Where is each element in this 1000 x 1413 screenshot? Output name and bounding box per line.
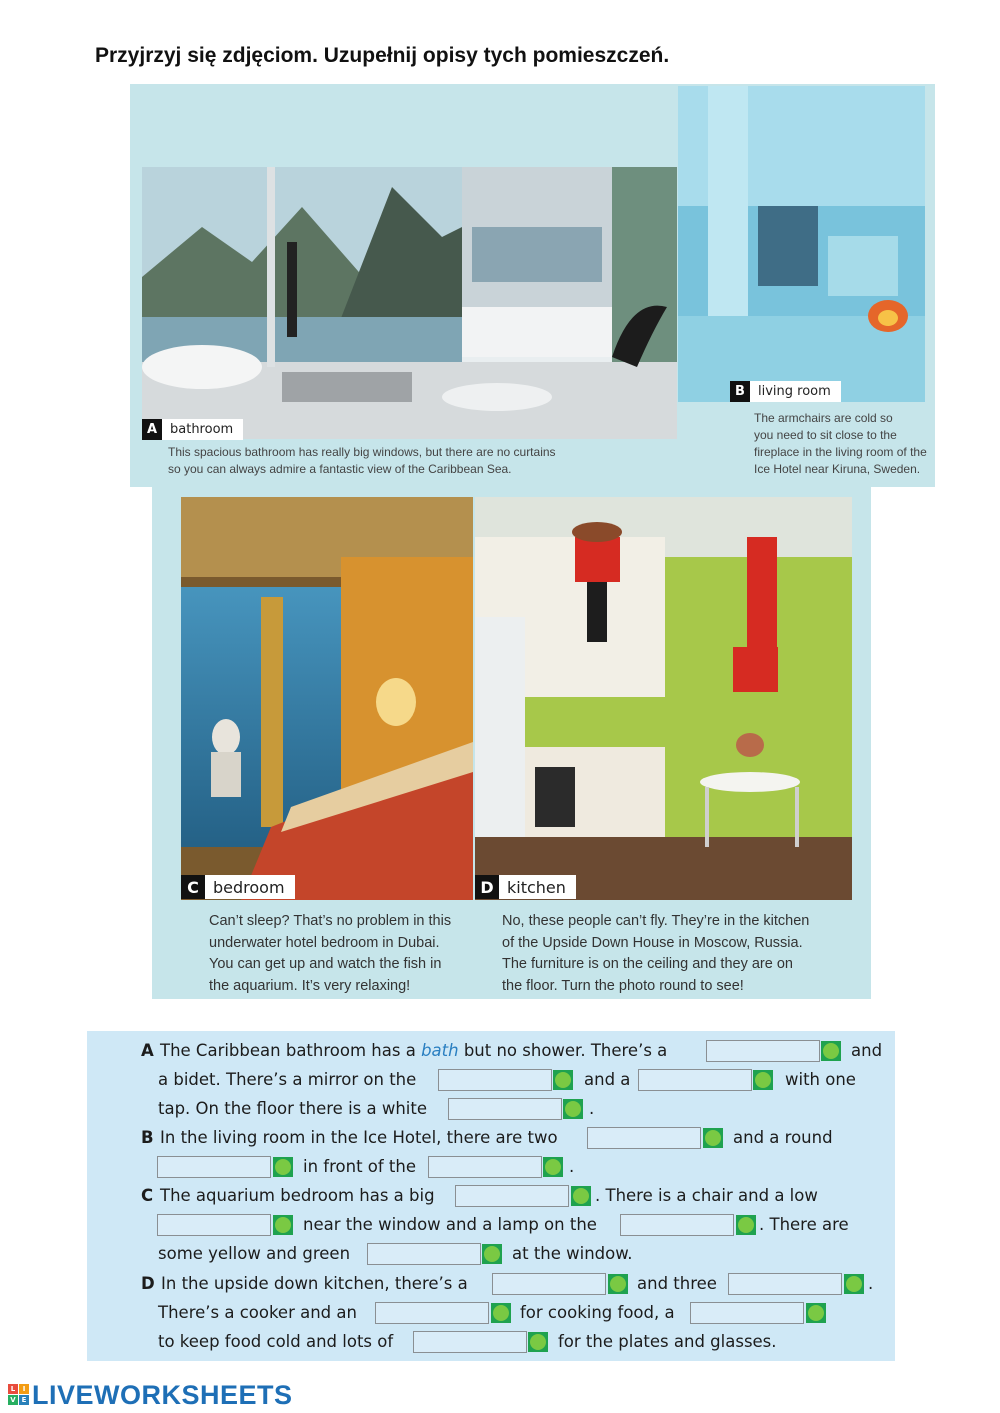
photo-a-room: bathroom	[170, 422, 234, 437]
exercise-text: with one	[785, 1070, 856, 1089]
answer-gap[interactable]	[367, 1243, 481, 1265]
exercise-panel	[87, 1031, 895, 1361]
exercise-text: for the plates and glasses.	[558, 1332, 777, 1351]
photo-b-caption: The armchairs are cold so you need to sit close to the fireplace in the living room of the Ice Hotel near Kiruna, Sweden.	[754, 411, 927, 476]
answer-gap[interactable]	[448, 1098, 562, 1120]
photo-b-room: living room	[758, 384, 831, 399]
exercise-text: .	[569, 1157, 575, 1176]
check-icon[interactable]	[753, 1070, 773, 1090]
exercise-text: The aquarium bedroom has a big	[160, 1186, 435, 1205]
check-icon[interactable]	[571, 1186, 591, 1206]
check-icon[interactable]	[491, 1303, 511, 1323]
photo-c-room: bedroom	[213, 877, 285, 897]
item-b-letter: B	[141, 1128, 154, 1147]
liveworksheets-logo[interactable]	[8, 1381, 293, 1409]
answer-gap[interactable]	[157, 1214, 271, 1236]
exercise-text: for cooking food, a	[520, 1303, 675, 1322]
bathroom-photo	[142, 167, 677, 439]
exercise-text: .	[868, 1274, 874, 1293]
exercise-text: to keep food cold and lots of	[158, 1332, 394, 1351]
check-icon[interactable]	[273, 1215, 293, 1235]
answer-gap[interactable]	[690, 1302, 804, 1324]
exercise-text: in front of the	[303, 1157, 417, 1176]
answer-gap[interactable]	[413, 1331, 527, 1353]
example-answer: bath	[421, 1041, 459, 1060]
answer-gap[interactable]	[587, 1127, 701, 1149]
check-icon[interactable]	[844, 1274, 864, 1294]
exercise-text: and a round	[733, 1128, 833, 1147]
photo-d-room: kitchen	[507, 877, 566, 897]
check-icon[interactable]	[553, 1070, 573, 1090]
exercise-text: and a	[584, 1070, 631, 1089]
photo-a-tag	[142, 419, 243, 440]
photo-b-tag	[730, 381, 841, 402]
exercise-text: a bidet. There’s a mirror on the	[158, 1070, 417, 1089]
answer-gap[interactable]	[157, 1156, 271, 1178]
logo-text: LIVEWORKSHEETS	[32, 1379, 293, 1410]
item-c-letter: C	[141, 1186, 154, 1205]
answer-gap[interactable]	[375, 1302, 489, 1324]
exercise-text: tap. On the floor there is a white	[158, 1099, 428, 1118]
exercise-text: and three	[637, 1274, 717, 1293]
check-icon[interactable]	[543, 1157, 563, 1177]
exercise-text: In the living room in the Ice Hotel, there are two	[160, 1128, 558, 1147]
check-icon[interactable]	[821, 1041, 841, 1061]
photo-panel-top	[130, 84, 935, 487]
exercise-text: The Caribbean bathroom has a bath but no shower. There’s a	[160, 1041, 668, 1060]
exercise-text: . There are	[759, 1215, 849, 1234]
photo-d-caption: No, these people can’t fly. They’re in the kitchen of the Upside Down House in Moscow, Russia. The furniture is on the ceiling and they are on the floor. Turn the photo round to see!	[502, 913, 810, 994]
check-icon[interactable]	[806, 1303, 826, 1323]
answer-gap[interactable]	[728, 1273, 842, 1295]
photo-a-letter: A	[142, 419, 162, 440]
check-icon[interactable]	[273, 1157, 293, 1177]
living-room-photo	[678, 86, 925, 402]
photo-a-caption: This spacious bathroom has really big windows, but there are no curtains so you can always admire a fantastic view of the Caribbean Sea.	[168, 445, 556, 476]
kitchen-photo	[475, 497, 852, 900]
exercise-text: at the window.	[512, 1244, 633, 1263]
instruction: Przyjrzyj się zdjęciom. Uzupełnij opisy tych pomieszczeń.	[95, 44, 670, 67]
exercise-text: . There is a chair and a low	[595, 1186, 818, 1205]
exercise-text: In the upside down kitchen, there’s a	[161, 1274, 468, 1293]
photo-d-letter: D	[475, 875, 499, 899]
logo-mark-icon: L I V E	[8, 1384, 30, 1406]
check-icon[interactable]	[736, 1215, 756, 1235]
exercise-text: .	[589, 1099, 595, 1118]
photo-c-caption: Can’t sleep? That’s no problem in this underwater hotel bedroom in Dubai. You can get up and watch the fish in the aquarium. It’s very relaxing!	[209, 913, 452, 994]
check-icon[interactable]	[608, 1274, 628, 1294]
photo-b-letter: B	[730, 381, 750, 402]
exercise-text: There’s a cooker and an	[158, 1303, 357, 1322]
check-icon[interactable]	[482, 1244, 502, 1264]
exercise-text: some yellow and green	[158, 1244, 351, 1263]
check-icon[interactable]	[703, 1128, 723, 1148]
answer-gap[interactable]	[620, 1214, 734, 1236]
item-a-letter: A	[141, 1041, 154, 1060]
exercise-text: and	[851, 1041, 883, 1060]
answer-gap[interactable]	[638, 1069, 752, 1091]
answer-gap[interactable]	[428, 1156, 542, 1178]
check-icon[interactable]	[563, 1099, 583, 1119]
photo-c-tag	[181, 875, 295, 899]
answer-gap[interactable]	[455, 1185, 569, 1207]
bedroom-photo	[181, 497, 473, 900]
answer-gap[interactable]	[706, 1040, 820, 1062]
answer-gap[interactable]	[492, 1273, 606, 1295]
item-d-letter: D	[141, 1274, 155, 1293]
photo-d-tag	[475, 875, 576, 899]
photo-c-letter: C	[181, 875, 205, 899]
photo-panel-middle	[152, 487, 871, 999]
check-icon[interactable]	[528, 1332, 548, 1352]
answer-gap[interactable]	[438, 1069, 552, 1091]
exercise-text: near the window and a lamp on the	[303, 1215, 597, 1234]
